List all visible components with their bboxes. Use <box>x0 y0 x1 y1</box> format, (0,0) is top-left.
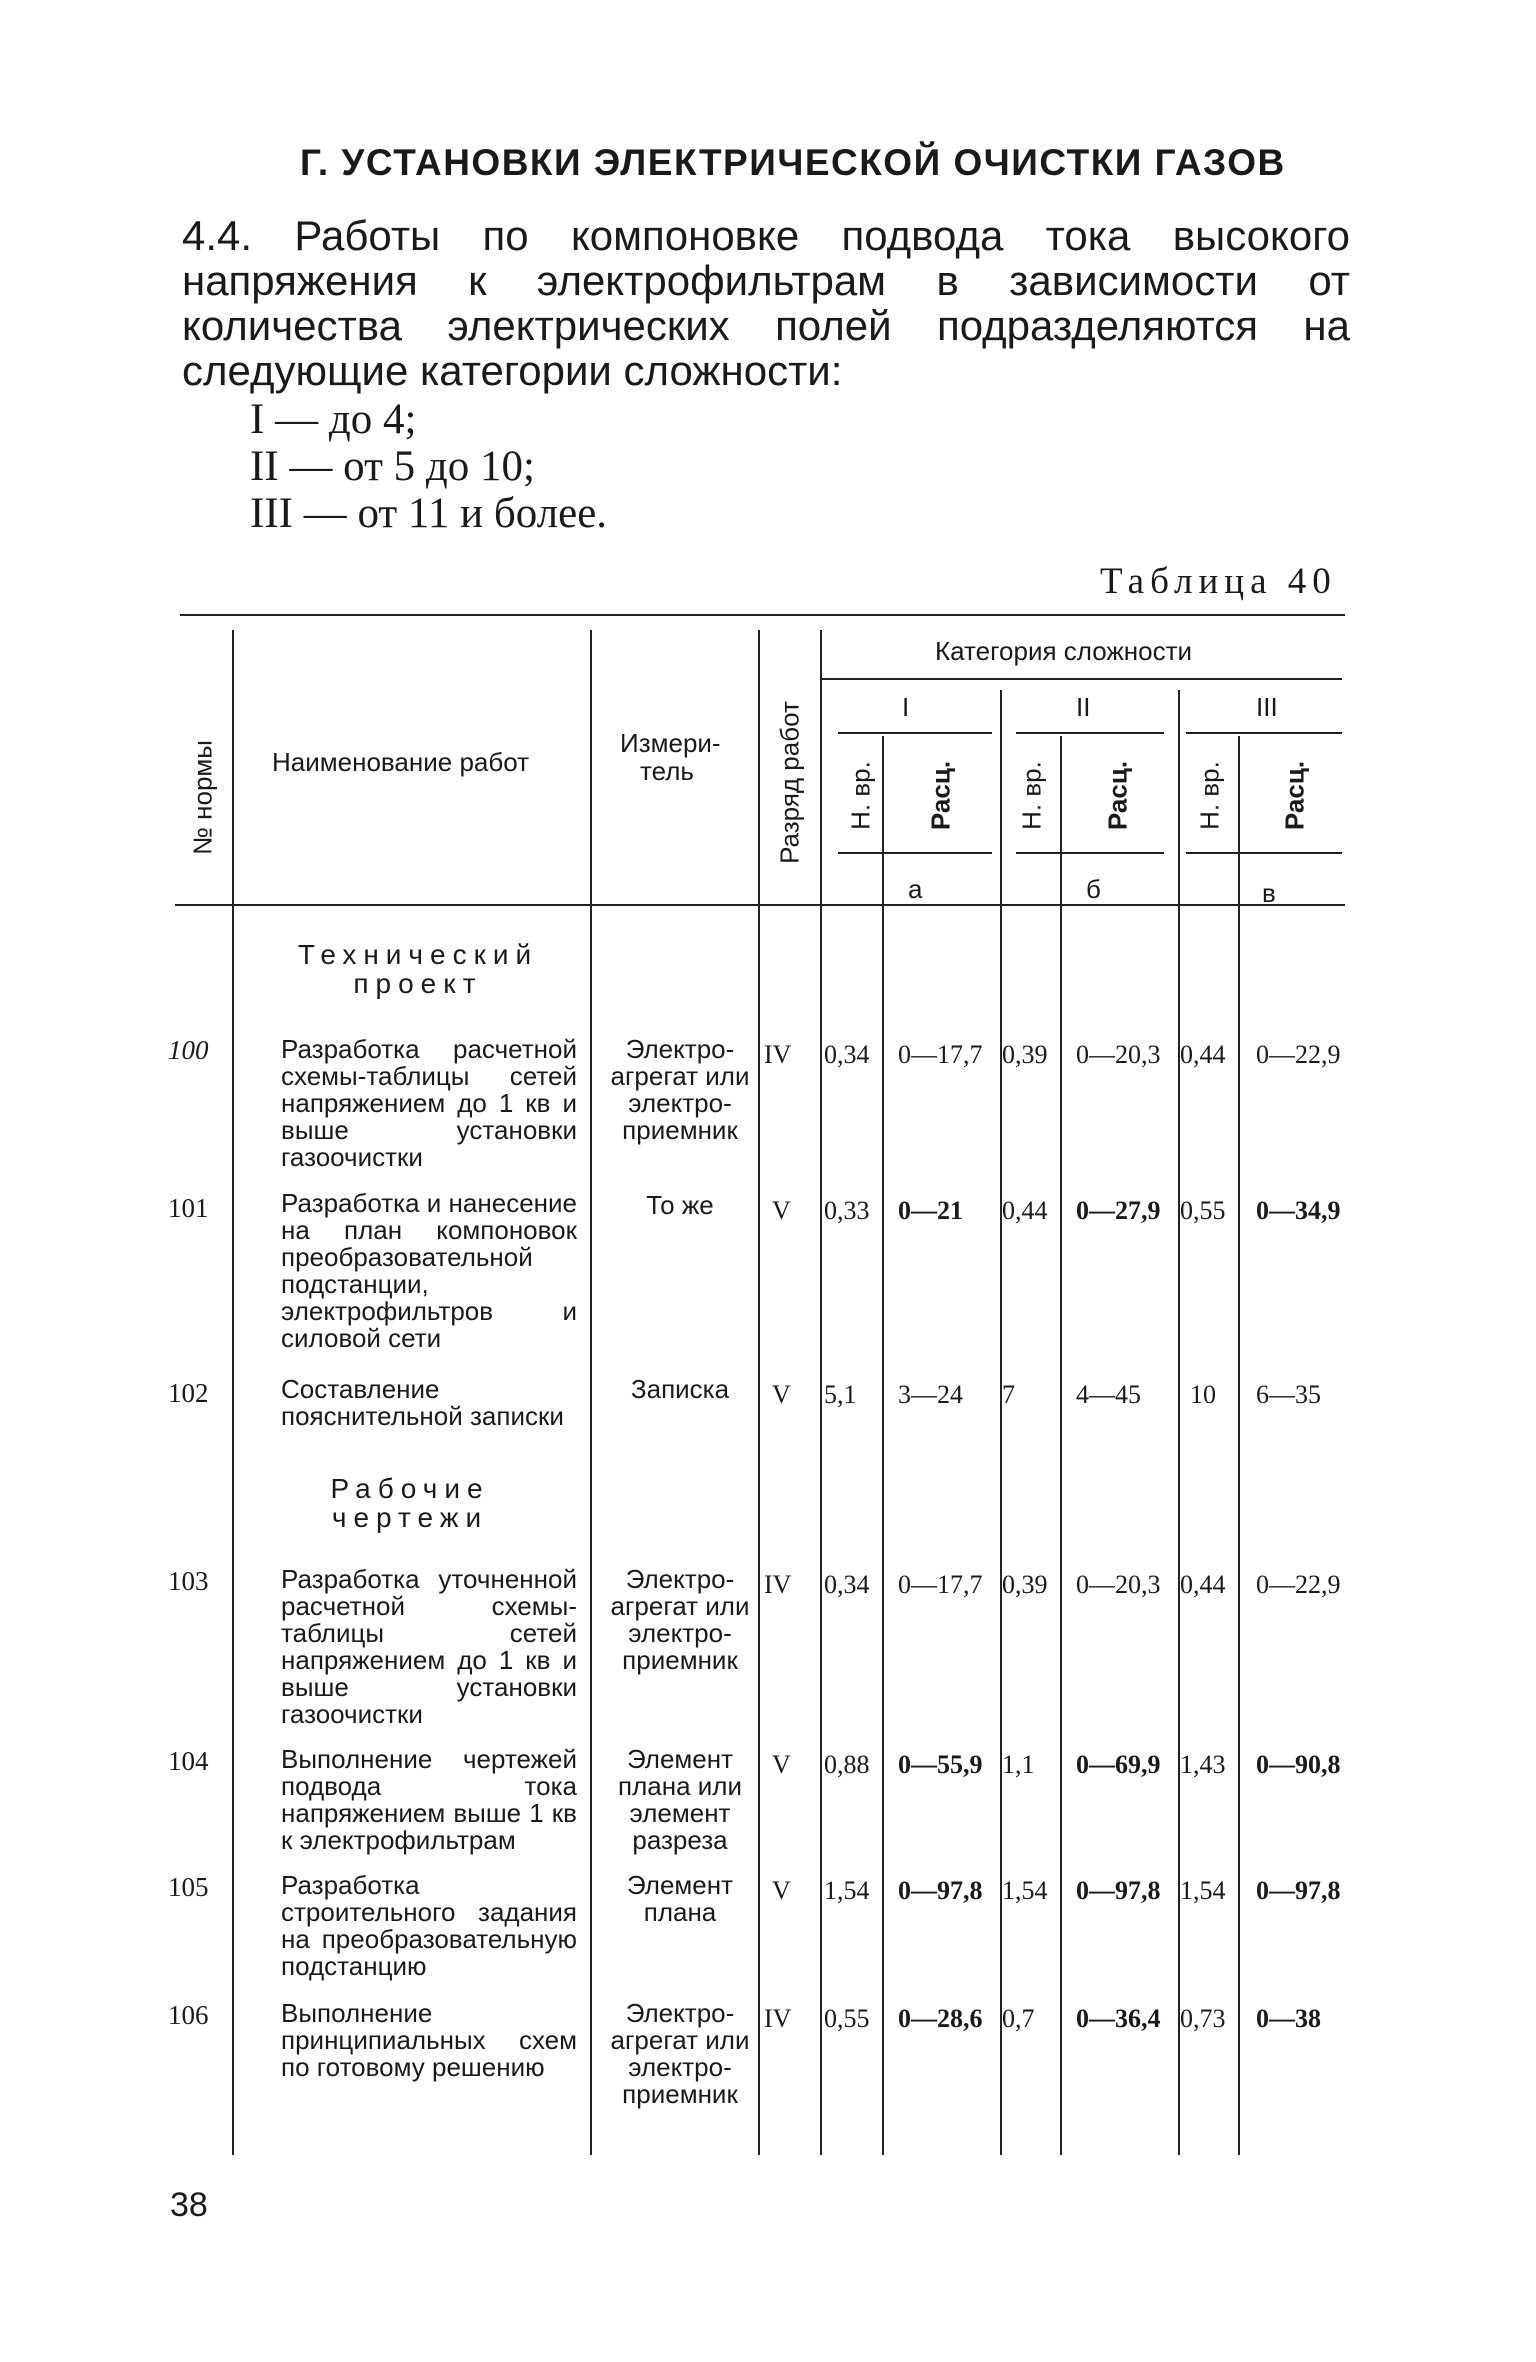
row-norm-time: 0,39 <box>1002 1570 1048 1599</box>
header-column-letter: а <box>908 874 923 904</box>
row-norm-time: 1,43 <box>1180 1750 1226 1779</box>
row-grade: V <box>772 1876 791 1905</box>
row-unit: Записка <box>630 1374 730 1404</box>
row-number: 106 <box>168 2000 209 2030</box>
row-number: 101 <box>168 1193 209 1223</box>
row-rate: 0—22,9 <box>1256 1040 1341 1069</box>
column-divider <box>1238 736 1240 2155</box>
row-rate: 0—17,7 <box>898 1570 983 1599</box>
row-rate: 0—21 <box>898 1196 963 1225</box>
header-complexity: Категория сложности <box>935 636 1193 666</box>
row-number: 103 <box>168 1566 209 1596</box>
row-rate: 0—22,9 <box>1256 1570 1341 1599</box>
row-norm-time: 0,34 <box>824 1570 870 1599</box>
row-rate: 0—97,8 <box>898 1876 983 1905</box>
row-name: Разработка расчетной схемы-таблицы сетей напряжением до 1 кв и выше установки газоочистки <box>281 1034 577 1172</box>
row-rate: 6—35 <box>1256 1380 1321 1409</box>
row-norm-time: 0,44 <box>1002 1196 1048 1225</box>
row-norm-time: 10 <box>1190 1380 1216 1409</box>
row-unit: Элемент плана или элемент разреза <box>618 1744 742 1855</box>
row-name: Выполнение чертежей подвода тока напряжением выше 1 кв к электрофильтрам <box>281 1744 577 1855</box>
row-number: 104 <box>168 1746 209 1776</box>
row-grade: IV <box>764 1570 792 1599</box>
row-norm-time: 0,44 <box>1180 1040 1226 1069</box>
header-rule <box>1016 732 1164 734</box>
row-norm-time: 1,54 <box>1180 1876 1226 1905</box>
row-rate: 0—38 <box>1256 2004 1321 2033</box>
header-column-letter: в <box>1262 878 1276 908</box>
header-norm-time: Н. вр. <box>845 761 876 830</box>
header-norm-time: Н. вр. <box>1016 761 1047 830</box>
row-norm-time: 0,39 <box>1002 1040 1048 1069</box>
row-unit: Электро-агрегат или электро-приемник <box>610 1034 750 1145</box>
column-divider <box>882 736 884 2155</box>
row-rate: 0—28,6 <box>898 2004 983 2033</box>
row-norm-time: 1,54 <box>824 1876 870 1905</box>
row-rate: 0—69,9 <box>1076 1750 1161 1779</box>
row-unit: Электро-агрегат или электро-приемник <box>610 1564 750 1675</box>
header-category: II <box>1076 692 1091 722</box>
row-rate: 0—27,9 <box>1076 1196 1161 1225</box>
header-rule <box>838 732 992 734</box>
table-top-rule <box>180 614 1345 616</box>
table-label: Таблица 40 <box>1100 561 1337 602</box>
page-number: 38 <box>170 2186 208 2224</box>
row-norm-time: 0,7 <box>1002 2004 1035 2033</box>
row-norm-time: 0,55 <box>1180 1196 1226 1225</box>
row-norm-time: 7 <box>1002 1380 1015 1409</box>
row-grade: V <box>772 1750 791 1779</box>
row-rate: 0—20,3 <box>1076 1570 1161 1599</box>
row-norm-time: 0,34 <box>824 1040 870 1069</box>
row-rate: 4—45 <box>1076 1380 1141 1409</box>
column-divider <box>590 630 592 2155</box>
row-rate: 0—36,4 <box>1076 2004 1161 2033</box>
section-title: Технический проект <box>297 939 539 999</box>
row-norm-time: 1,1 <box>1002 1750 1035 1779</box>
header-unit: Измери- <box>620 728 721 758</box>
category-item: I — до 4; <box>250 396 417 443</box>
header-category: III <box>1256 692 1278 722</box>
header-unit: тель <box>640 756 694 786</box>
row-grade: V <box>772 1380 791 1409</box>
column-divider <box>1178 690 1180 2155</box>
row-unit: Электро-агрегат или электро-приемник <box>610 1998 750 2109</box>
row-name: Разработка строительного задания на преобразовательную подстанцию <box>281 1870 577 1981</box>
category-item: II — от 5 до 10; <box>250 443 535 490</box>
header-rule <box>1016 852 1164 854</box>
row-rate: 0—55,9 <box>898 1750 983 1779</box>
header-norm-time: Н. вр. <box>1194 761 1225 830</box>
header-rule <box>1186 732 1342 734</box>
header-category: I <box>902 692 910 722</box>
section-heading: Г. УСТАНОВКИ ЭЛЕКТРИЧЕСКОЙ ОЧИСТКИ ГАЗОВ <box>300 142 1286 183</box>
row-grade: IV <box>764 2004 792 2033</box>
header-number: № нормы <box>187 740 218 855</box>
header-rate: Расц. <box>1102 760 1133 831</box>
column-divider <box>758 630 760 2155</box>
row-rate: 0—90,8 <box>1256 1750 1341 1779</box>
row-rate: 0—17,7 <box>898 1040 983 1069</box>
row-name: Составление пояснительной записки <box>281 1374 564 1431</box>
row-number: 100 <box>168 1035 209 1065</box>
header-rule <box>838 852 992 854</box>
row-name: Выполнение принципиальных схем по готовому решению <box>281 1998 577 2082</box>
row-norm-time: 5,1 <box>824 1380 857 1409</box>
row-unit: Элемент плана <box>626 1870 734 1927</box>
row-norm-time: 0,55 <box>824 2004 870 2033</box>
row-grade: V <box>772 1196 791 1225</box>
column-divider <box>820 630 822 2155</box>
row-number: 102 <box>168 1378 209 1408</box>
row-rate: 3—24 <box>898 1380 963 1409</box>
row-rate: 0—97,8 <box>1076 1876 1161 1905</box>
header-grade: Разряд работ <box>774 701 805 864</box>
category-item: III — от 11 и более. <box>250 490 608 537</box>
row-rate: 0—20,3 <box>1076 1040 1161 1069</box>
row-norm-time: 0,44 <box>1180 1570 1226 1599</box>
header-rate: Расц. <box>925 760 956 831</box>
intro-paragraph: 4.4. Работы по компоновке подвода тока высокого напряжения к электрофильтрам в зависимости от количества электрических полей подразделяются на следующие категории сложности: <box>182 212 1350 394</box>
row-norm-time: 0,33 <box>824 1196 870 1225</box>
row-norm-time: 1,54 <box>1002 1876 1048 1905</box>
column-divider <box>1060 736 1062 2155</box>
table-header-rule <box>175 904 1345 906</box>
row-name: Разработка уточненной расчетной схемы-таблицы сетей напряжением до 1 кв и выше установки газоочистки <box>281 1564 577 1729</box>
section-title: Рабочие чертежи <box>330 1473 490 1533</box>
row-rate: 0—34,9 <box>1256 1196 1341 1225</box>
row-grade: IV <box>764 1040 792 1069</box>
row-number: 105 <box>168 1872 209 1902</box>
header-rule <box>1186 852 1342 854</box>
header-name: Наименование работ <box>272 747 530 777</box>
header-rule <box>820 678 1342 680</box>
row-rate: 0—97,8 <box>1256 1876 1341 1905</box>
row-norm-time: 0,73 <box>1180 2004 1226 2033</box>
header-column-letter: б <box>1086 874 1101 904</box>
header-rate: Расц. <box>1279 760 1310 831</box>
column-divider <box>1000 690 1002 2155</box>
row-norm-time: 0,88 <box>824 1750 870 1779</box>
row-unit: То же <box>646 1190 714 1220</box>
column-divider <box>232 630 234 2155</box>
row-name: Разработка и нанесение на план компоновок преобразовательной подстанции, электрофильтров и силовой сети <box>281 1188 577 1353</box>
